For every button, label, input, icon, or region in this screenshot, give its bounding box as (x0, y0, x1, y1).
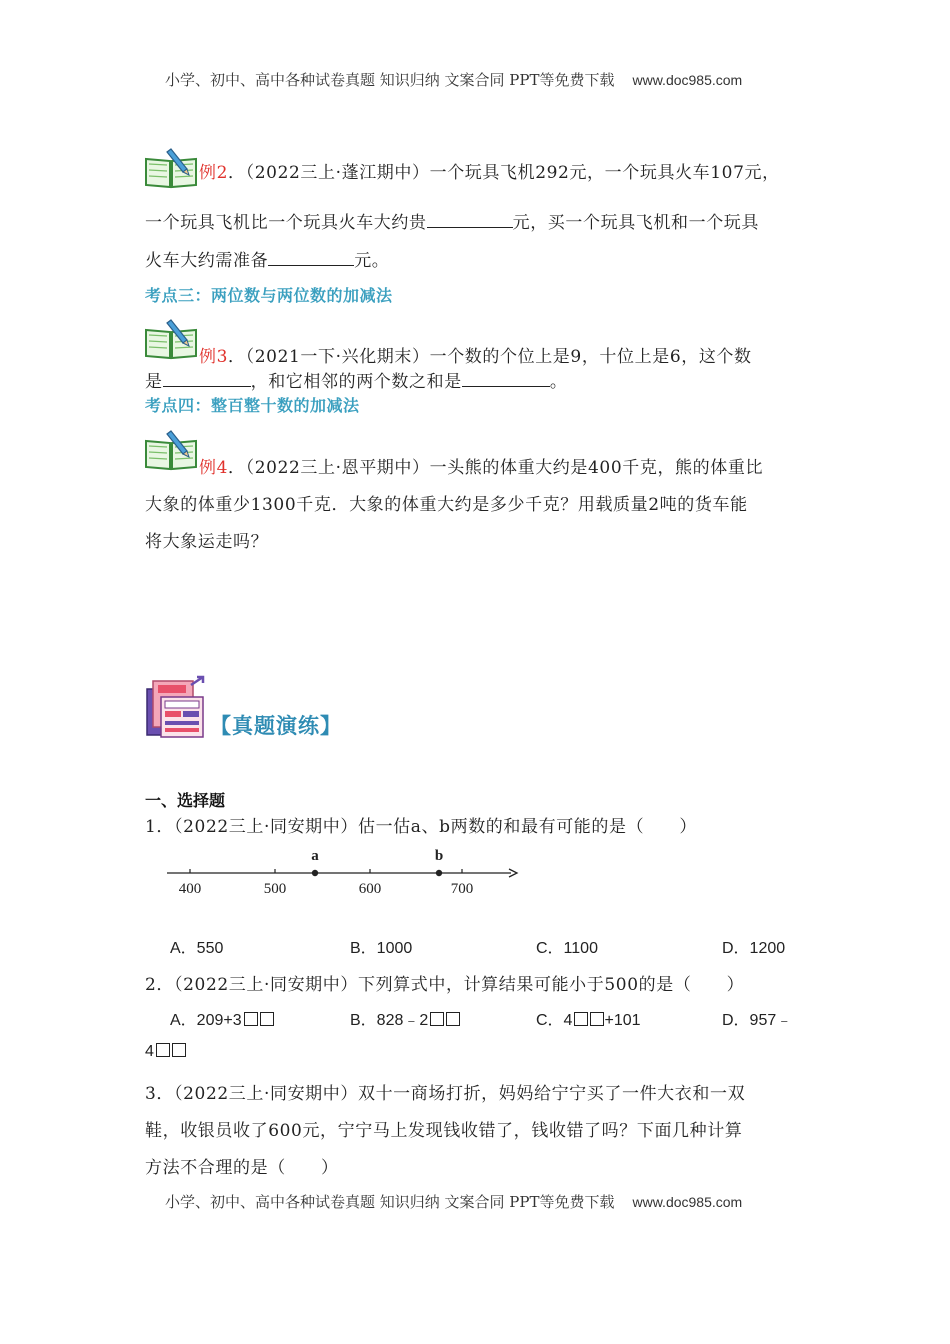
example-text: 是 (145, 372, 163, 392)
practice-title: 【真题演练】 (210, 713, 342, 738)
example-text: ．（2022三上·蓬江期中）一个玩具飞机292元，一个玩具火车107元， (228, 163, 780, 183)
footer-site: www.doc985.com (632, 1194, 743, 1210)
example-text: 火车大约需准备 (145, 251, 269, 271)
example-2-line1 (199, 158, 780, 183)
tick-label: 600 (358, 881, 382, 897)
number-line (165, 845, 525, 905)
question-1-text: 1．（2022三上·同安期中）估一估a、b两数的和最有可能的是（ ） (145, 817, 697, 837)
digit-box (590, 1012, 604, 1026)
example-text: 元，买一个玩具飞机和一个玩具 (512, 213, 760, 233)
example-2-line2 (145, 208, 759, 233)
question-3-line3: 方法不合理的是（ ） (145, 1158, 339, 1178)
example-4-line1 (199, 453, 763, 478)
example-4-line2: 大象的体重少1300千克．大象的体重大约是多少千克？用载质量2吨的货车能 (145, 495, 748, 515)
option-b[interactable]: B．1000 (350, 940, 413, 957)
example-3-line2 (145, 367, 567, 392)
section-heading: 一、选择题 (145, 791, 226, 810)
question-2-text: 2．（2022三上·同安期中）下列算式中，计算结果可能小于500的是（ ） (145, 975, 745, 995)
answer-blank[interactable] (163, 370, 251, 387)
option-d[interactable]: D．957﹣ (722, 1012, 793, 1029)
example-text: 元。 (354, 251, 390, 271)
example-text: ．（2021一下·兴化期末）一个数的个位上是9，十位上是6，这个数 (228, 347, 752, 367)
option-c[interactable] (536, 1007, 641, 1030)
point-a (312, 870, 318, 876)
option-a[interactable]: A．550 (170, 940, 224, 957)
example-label: 例 (199, 347, 217, 367)
tick-label: 500 (263, 881, 287, 897)
book-pencil-icon (143, 316, 199, 364)
example-text: ，和它相邻的两个数之和是 (250, 372, 462, 392)
key-point-3-heading: 考点三：两位数与两位数的加减法 (145, 286, 393, 305)
digit-box (574, 1012, 588, 1026)
book-pencil-icon (143, 145, 199, 193)
answer-blank[interactable] (427, 211, 513, 228)
book-pencil-icon (143, 427, 199, 475)
option-d-continued (145, 1043, 186, 1061)
option-b[interactable] (350, 1007, 460, 1030)
option-text: C．4 (536, 1012, 573, 1029)
question-3-line1: 3．（2022三上·同安期中）双十一商场打折，妈妈给宁宁买了一件大衣和一双 (145, 1084, 746, 1104)
digit-box (156, 1043, 170, 1057)
example-number: 4 (216, 458, 229, 478)
tick-label: 400 (178, 881, 202, 897)
digit-box (430, 1012, 444, 1026)
digit-box (244, 1012, 258, 1026)
example-label: 例 (199, 163, 217, 183)
digit-box (172, 1043, 186, 1057)
question-3-line2: 鞋，收银员收了600元，宁宁马上发现钱收错了，钱收错了吗？下面几种计算 (145, 1121, 743, 1141)
example-text: ．（2022三上·恩平期中）一头熊的体重大约是400千克，熊的体重比 (228, 458, 764, 478)
point-b-label: b (434, 848, 444, 864)
option-text: A．209+3 (170, 1012, 242, 1029)
footer-text: 小学、初中、高中各种试卷真题 知识归纳 文案合同 PPT等免费下载 (165, 1193, 615, 1211)
tick-label: 700 (450, 881, 474, 897)
key-point-4-heading: 考点四：整百整十数的加减法 (145, 396, 360, 415)
example-number: 2 (216, 163, 229, 183)
header-text: 小学、初中、高中各种试卷真题 知识归纳 文案合同 PPT等免费下载 (165, 71, 615, 89)
option-text: B．828﹣2 (350, 1012, 429, 1029)
example-2-line3 (145, 246, 389, 271)
example-text: 。 (549, 372, 568, 392)
answer-blank[interactable] (268, 249, 354, 266)
option-text: 4 (145, 1043, 154, 1060)
option-c[interactable]: C．1100 (536, 940, 598, 957)
practice-icon (145, 675, 207, 745)
example-number: 3 (216, 347, 229, 367)
example-label: 例 (199, 458, 217, 478)
option-text: +101 (604, 1012, 641, 1029)
point-b (436, 870, 442, 876)
digit-box (260, 1012, 274, 1026)
point-a-label: a (311, 848, 319, 864)
digit-box (446, 1012, 460, 1026)
example-text: 一个玩具飞机比一个玩具火车大约贵 (145, 213, 427, 233)
page-header (165, 69, 742, 90)
option-a[interactable] (170, 1007, 274, 1030)
answer-blank[interactable] (462, 370, 550, 387)
option-d[interactable]: D．1200 (722, 940, 786, 957)
header-site: www.doc985.com (632, 72, 743, 88)
example-3-line1 (199, 342, 752, 367)
example-4-line3: 将大象运走吗？ (145, 532, 269, 552)
page-footer (165, 1191, 742, 1212)
